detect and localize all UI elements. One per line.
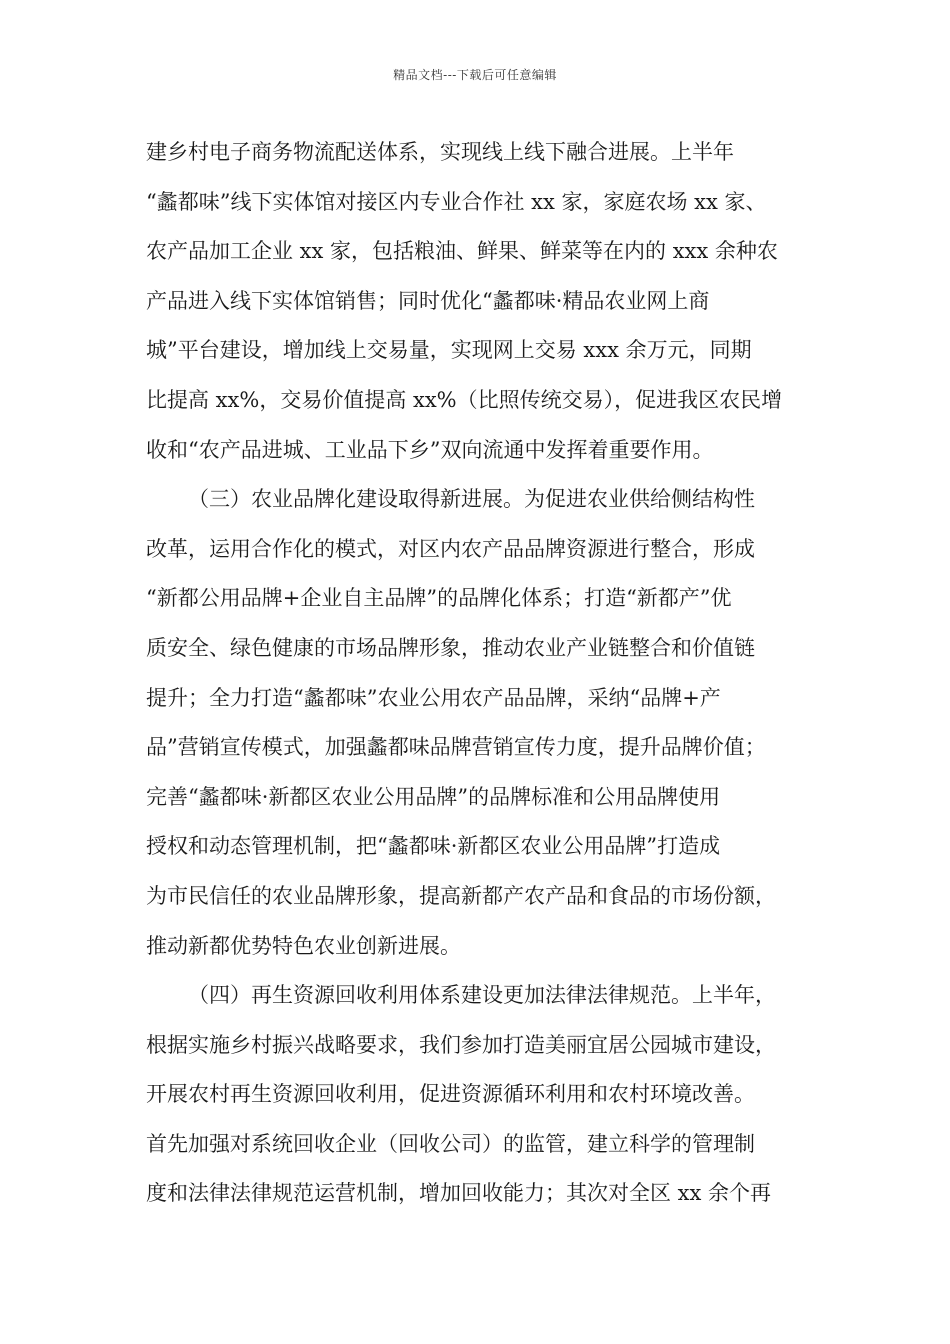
text-line: 收和“农产品进城、工业品下乡”双向流通中发挥着重要作用。 <box>146 437 714 462</box>
section-heading-line: （三）农业品牌化建设取得新进展。为促进农业供给侧结构性 <box>188 487 755 512</box>
text-line: 产品进入线下实体馆销售；同时优化“蠡都味·精品农业网上商 <box>146 288 710 313</box>
text-line: 开展农村再生资源回收利用，促进资源循环利用和农村环境改善。 <box>146 1082 755 1107</box>
text-line: 提升；全力打造“蠡都味”农业公用农产品品牌，采纳“品牌+产 <box>146 685 721 710</box>
text-line: 首先加强对系统回收企业（回收公司）的监管，建立科学的管理制 <box>146 1131 755 1156</box>
page-header: 精品文档---下载后可任意编辑 <box>393 68 557 82</box>
text-line: 比提高 xx%，交易价值提高 xx%（比照传统交易），促进我区农民增 <box>146 387 783 412</box>
text-line: 授权和动态管理机制，把“蠡都味·新都区农业公用品牌”打造成 <box>146 834 721 859</box>
text-line: 为市民信任的农业品牌形象，提高新都产农产品和食品的市场份额， <box>146 883 776 908</box>
document-body <box>146 128 826 1219</box>
text-line: 完善“蠡都味·新都区农业公用品牌”的品牌标准和公用品牌使用 <box>146 784 721 809</box>
text-line: 改革，运用合作化的模式，对区内农产品品牌资源进行整合，形成 <box>146 536 755 561</box>
text-line: 农产品加工企业 xx 家，包括粮油、鲜果、鲜菜等在内的 xxx 余种农 <box>146 239 778 264</box>
section-heading-line: （四）再生资源回收利用体系建设更加法律法律规范。上半年， <box>188 983 776 1008</box>
text-line: 质安全、绿色健康的市场品牌形象，推动农业产业链整合和价值链 <box>146 635 755 660</box>
text-line: “新都公用品牌+企业自主品牌”的品牌化体系；打造“新都产”优 <box>146 586 732 611</box>
text-line: 城”平台建设，增加线上交易量，实现网上交易 xxx 余万元，同期 <box>146 338 752 363</box>
text-line: 推动新都优势特色农业创新进展。 <box>146 933 461 958</box>
text-line: 根据实施乡村振兴战略要求，我们参加打造美丽宜居公园城市建设， <box>146 1032 776 1057</box>
text-line: 品”营销宣传模式，加强蠡都味品牌营销宣传力度，提升品牌价值； <box>146 735 766 760</box>
text-line: “蠡都味”线下实体馆对接区内专业合作社 xx 家，家庭农场 xx 家、 <box>146 189 767 214</box>
text-line: 度和法律法律规范运营机制，增加回收能力；其次对全区 xx 余个再 <box>146 1181 772 1206</box>
text-line: 建乡村电子商务物流配送体系，实现线上线下融合进展。上半年 <box>146 140 734 164</box>
